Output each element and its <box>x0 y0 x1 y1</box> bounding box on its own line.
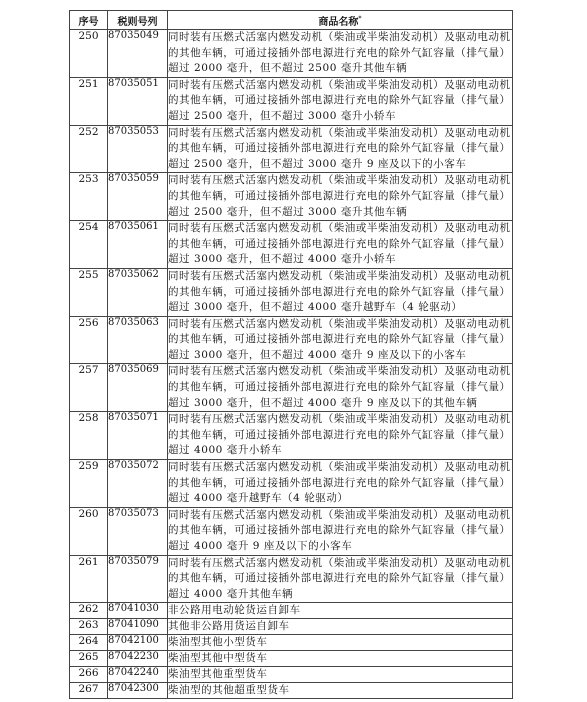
table-row <box>70 619 513 635</box>
row-tariff-code: 87035051 <box>108 77 168 125</box>
row-product-name: 同时装有压燃式活塞内燃发动机（柴油或半柴油发动机）及驱动电动机的其他车辆，可通过接插外部电源进行充电的除外气缸容量（排气量）超过 3000 毫升，但不超过 4000 毫升 9 座及以下的小客车 <box>168 316 513 364</box>
row-tariff-code: 87041090 <box>108 619 168 635</box>
table-row <box>70 412 513 460</box>
table-row <box>70 221 513 269</box>
row-serial-number: 254 <box>70 221 108 269</box>
header-product-name <box>168 11 513 30</box>
table-row <box>70 30 513 78</box>
row-serial-number: 257 <box>70 364 108 412</box>
header-tariff-code: 税则号列 <box>108 11 168 30</box>
row-tariff-code: 87035062 <box>108 268 168 316</box>
row-product-name: 同时装有压燃式活塞内燃发动机（柴油或半柴油发动机）及驱动电动机的其他车辆，可通过接插外部电源进行充电的除外气缸容量（排气量）超过 4000 毫升小轿车 <box>168 412 513 460</box>
row-serial-number: 263 <box>70 619 108 635</box>
row-tariff-code: 87035069 <box>108 364 168 412</box>
row-product-name: 同时装有压燃式活塞内燃发动机（柴油或半柴油发动机）及驱动电动机的其他车辆，可通过接插外部电源进行充电的除外气缸容量（排气量）超过 2500 毫升，但不超过 3000 毫升 9 座及以下的小客车 <box>168 125 513 173</box>
row-tariff-code: 87035073 <box>108 507 168 555</box>
row-product-name: 柴油型其他小型货车 <box>168 635 513 651</box>
row-product-name: 同时装有压燃式活塞内燃发动机（柴油或半柴油发动机）及驱动电动机的其他车辆，可通过接插外部电源进行充电的除外气缸容量（排气量）超过 2500 毫升，但不超过 3000 毫升小轿车 <box>168 77 513 125</box>
row-product-name: 柴油型其他中型货车 <box>168 651 513 667</box>
row-tariff-code: 87041030 <box>108 603 168 619</box>
row-serial-number: 261 <box>70 555 108 603</box>
row-serial-number: 262 <box>70 603 108 619</box>
header-product-name-label: 商品名称 <box>318 16 359 28</box>
row-product-name: 柴油型的其他超重型货车 <box>168 683 513 699</box>
table-row <box>70 667 513 683</box>
table-row <box>70 635 513 651</box>
table-row <box>70 316 513 364</box>
table-row <box>70 364 513 412</box>
table-row <box>70 683 513 699</box>
table-row <box>70 268 513 316</box>
row-product-name: 同时装有压燃式活塞内燃发动机（柴油或半柴油发动机）及驱动电动机的其他车辆，可通过接插外部电源进行充电的除外气缸容量（排气量）超过 4000 毫升 9 座及以下的小客车 <box>168 507 513 555</box>
header-serial-number: 序号 <box>70 11 108 30</box>
table-row <box>70 555 513 603</box>
row-serial-number: 251 <box>70 77 108 125</box>
table-row <box>70 125 513 173</box>
row-tariff-code: 87035061 <box>108 221 168 269</box>
table-row <box>70 507 513 555</box>
row-product-name: 非公路用电动轮货运自卸车 <box>168 603 513 619</box>
row-serial-number: 256 <box>70 316 108 364</box>
table-row <box>70 603 513 619</box>
row-product-name: 同时装有压燃式活塞内燃发动机（柴油或半柴油发动机）及驱动电动机的其他车辆，可通过接插外部电源进行充电的除外气缸容量（排气量）超过 2500 毫升，但不超过 3000 毫升其他车辆 <box>168 173 513 221</box>
row-product-name: 同时装有压燃式活塞内燃发动机（柴油或半柴油发动机）及驱动电动机的其他车辆，可通过接插外部电源进行充电的除外气缸容量（排气量）超过 4000 毫升越野车（4 轮驱动） <box>168 460 513 508</box>
row-product-name: 同时装有压燃式活塞内燃发动机（柴油或半柴油发动机）及驱动电动机的其他车辆，可通过接插外部电源进行充电的除外气缸容量（排气量）超过 2000 毫升，但不超过 2500 毫升其他车辆 <box>168 30 513 78</box>
table-header-row <box>70 11 513 30</box>
row-serial-number: 252 <box>70 125 108 173</box>
row-tariff-code: 87042300 <box>108 683 168 699</box>
row-product-name: 柴油型其他重型货车 <box>168 667 513 683</box>
row-tariff-code: 87042240 <box>108 667 168 683</box>
table-row <box>70 77 513 125</box>
table-row <box>70 173 513 221</box>
row-serial-number: 266 <box>70 667 108 683</box>
header-note-mark: * <box>358 15 362 23</box>
row-tariff-code: 87035059 <box>108 173 168 221</box>
tariff-table <box>69 10 513 699</box>
row-product-name: 同时装有压燃式活塞内燃发动机（柴油或半柴油发动机）及驱动电动机的其他车辆，可通过接插外部电源进行充电的除外气缸容量（排气量）超过 3000 毫升，但不超过 4000 毫升越野车（4 轮驱动） <box>168 268 513 316</box>
table-body <box>70 30 513 699</box>
row-tariff-code: 87042100 <box>108 635 168 651</box>
row-product-name: 同时装有压燃式活塞内燃发动机（柴油或半柴油发动机）及驱动电动机的其他车辆，可通过接插外部电源进行充电的除外气缸容量（排气量）超过 3000 毫升，但不超过 4000 毫升 9 座及以下的其他车辆 <box>168 364 513 412</box>
row-serial-number: 259 <box>70 460 108 508</box>
row-serial-number: 250 <box>70 30 108 78</box>
row-serial-number: 265 <box>70 651 108 667</box>
row-tariff-code: 87035049 <box>108 30 168 78</box>
row-tariff-code: 87035053 <box>108 125 168 173</box>
row-tariff-code: 87042230 <box>108 651 168 667</box>
row-serial-number: 255 <box>70 268 108 316</box>
row-product-name: 同时装有压燃式活塞内燃发动机（柴油或半柴油发动机）及驱动电动机的其他车辆，可通过接插外部电源进行充电的除外气缸容量（排气量）超过 3000 毫升，但不超过 4000 毫升小轿车 <box>168 221 513 269</box>
row-product-name: 其他非公路用货运自卸车 <box>168 619 513 635</box>
row-product-name: 同时装有压燃式活塞内燃发动机（柴油或半柴油发动机）及驱动电动机的其他车辆，可通过接插外部电源进行充电的除外气缸容量（排气量）超过 4000 毫升其他车辆 <box>168 555 513 603</box>
row-tariff-code: 87035072 <box>108 460 168 508</box>
table-row <box>70 651 513 667</box>
row-serial-number: 260 <box>70 507 108 555</box>
row-serial-number: 264 <box>70 635 108 651</box>
row-serial-number: 258 <box>70 412 108 460</box>
row-tariff-code: 87035079 <box>108 555 168 603</box>
row-serial-number: 267 <box>70 683 108 699</box>
row-tariff-code: 87035063 <box>108 316 168 364</box>
row-serial-number: 253 <box>70 173 108 221</box>
table-row <box>70 460 513 508</box>
row-tariff-code: 87035071 <box>108 412 168 460</box>
